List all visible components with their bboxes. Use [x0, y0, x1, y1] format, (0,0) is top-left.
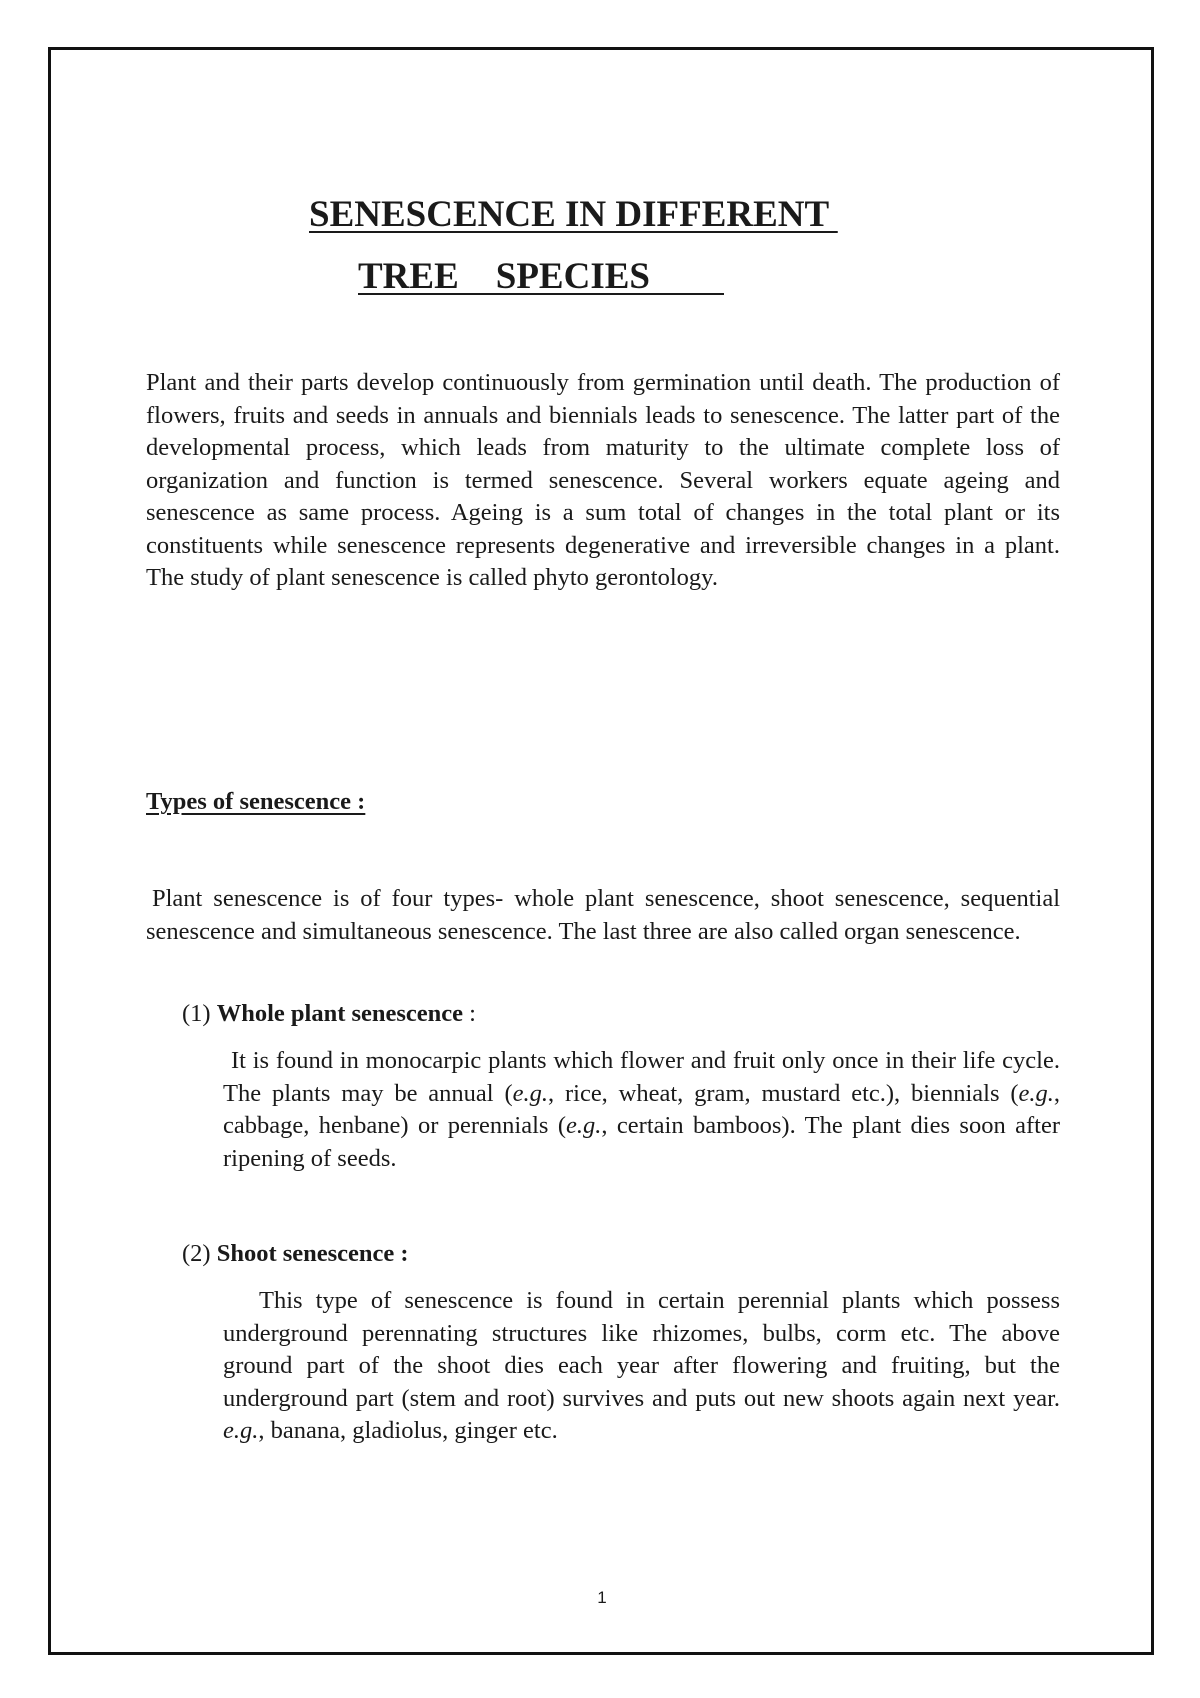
example-abbrev: e.g. [1018, 1079, 1054, 1107]
item-label: Shoot senescence : [216, 1240, 409, 1267]
example-abbrev: e.g. [512, 1079, 548, 1107]
document-title-line-1: SENESCENCE IN DIFFERENT [309, 194, 838, 235]
intro-paragraph: Plant and their parts develop continuously from germination until death. The production of flowers, fruits and seeds in annuals and biennials leads to senescence. The latter part of the developmental process, which leads from maturity to the ultimate complete loss of organization and function is termed senescence. Several workers equate ageing and senescence as same process. Ageing is a sum total of changes in the total plant or its constituents while senescence represents degenerative and irreversible changes in a plant. The study of plant senescence is called phyto gerontology. [146, 369, 1060, 591]
item-number: (1) [182, 1000, 211, 1027]
text-segment: , rice, wheat, gram, mustard etc.), biennials ( [548, 1079, 1019, 1107]
text-segment: , certain bamboos). The plant dies soon after ripening of seeds. [223, 1112, 1060, 1172]
item-heading-whole-plant [182, 1000, 476, 1028]
types-paragraph: Plant senescence is of four types- whole plant senescence, shoot senescence, sequential senescence and simultaneous senescence. The last three are also called organ senescence. [146, 885, 1060, 945]
item-heading-shoot [182, 1240, 409, 1268]
example-abbrev: e.g. [566, 1112, 602, 1139]
document-title-line-2: TREE SPECIES [358, 256, 724, 297]
section-heading-types: Types of senescence : [146, 788, 366, 815]
item-number: (2) [182, 1240, 211, 1267]
page-number: 1 [597, 1588, 607, 1607]
example-abbrev: e.g. [223, 1417, 259, 1444]
text-segment: , banana, gladiolus, ginger etc. [258, 1417, 558, 1444]
item-paragraph-whole-plant [223, 1045, 1060, 1175]
text-segment: , cabbage, henbane) or perennials ( [223, 1079, 1060, 1139]
text-segment: This type of senescence is found in certain perennial plants which possess underground perennating structures like rhizomes, bulbs, corm etc. The above ground part of the shoot dies each year after flowering and fruiting, but the underground part (stem and root) survives and puts out new shoots again next year. [223, 1287, 1060, 1412]
item-paragraph-shoot [223, 1285, 1060, 1448]
text-segment: It is found in monocarpic plants which flower and fruit only once in their life cycle. The plants may be annual ( [223, 1047, 1060, 1107]
item-label-suffix: : [463, 1000, 476, 1027]
item-label: Whole plant senescence [216, 1000, 464, 1027]
